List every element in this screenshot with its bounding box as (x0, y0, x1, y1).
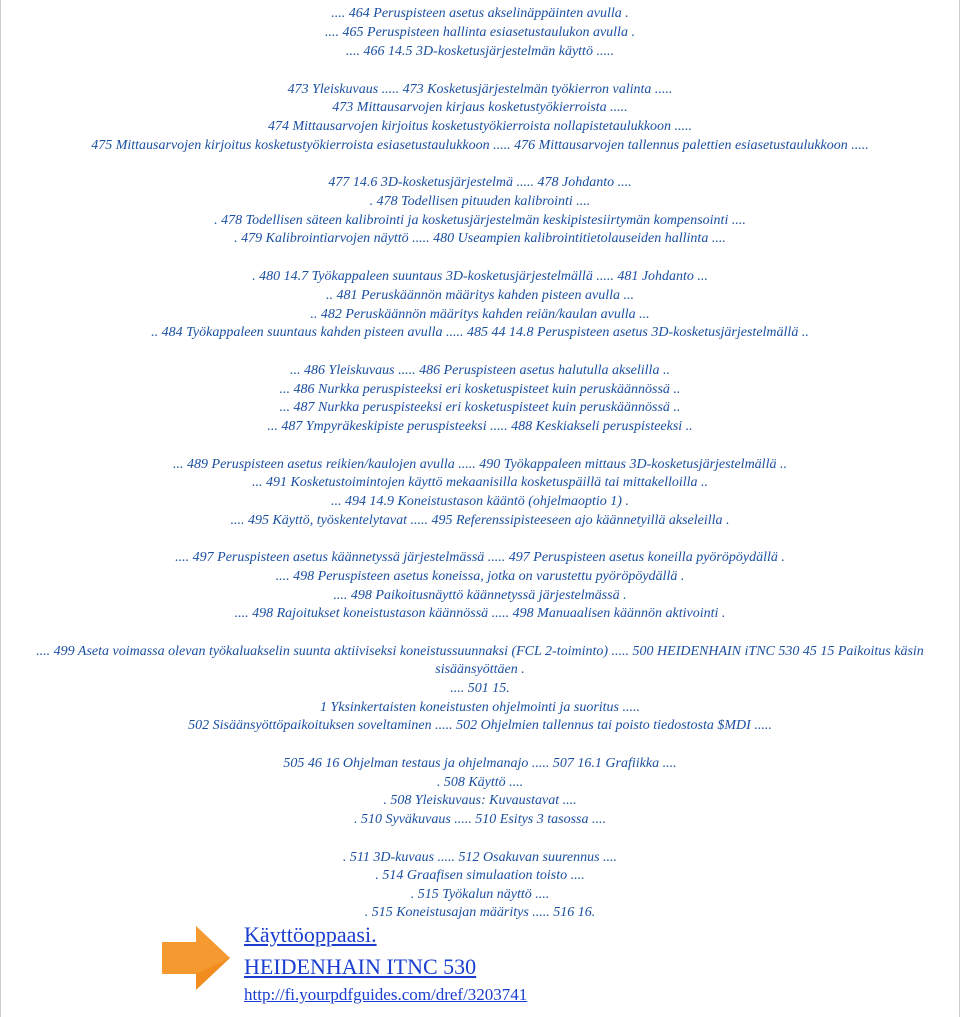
toc-line: ... 487 Ympyräkeskipiste peruspisteeksi ..... 488 Keskiakseli peruspisteeksi .. (267, 419, 693, 434)
toc-line: ... 487 Nurkka peruspisteeksi eri kosketuspisteet kuin peruskäännössä .. (279, 400, 681, 415)
toc-line: sisäänsyöttäen . (435, 662, 525, 677)
toc-line: 502 Sisäänsyöttöpaikoituksen soveltaminen ..... 502 Ohjelmien tallennus tai poisto tiedostosta $MDI ..... (188, 718, 772, 733)
toc-line: . 478 Todellisen säteen kalibrointi ja kosketusjärjestelmän keskipistesiirtymän kompensointi .... (214, 213, 746, 228)
toc-line: .... 498 Paikoitusnäyttö käännetyssä järjestelmässä . (333, 588, 627, 603)
toc-line: 473 Mittausarvojen kirjaus kosketustyökierroista ..... (332, 100, 628, 115)
toc-line: ... 486 Yleiskuvaus ..... 486 Peruspisteen asetus halutulla akselilla .. (290, 363, 670, 378)
toc-line: .... 499 Aseta voimassa olevan työkaluakselin suunta aktiiviseksi koneistussuunnaksi (FCL 2-toiminto) ..... 500 HEIDENHAIN iTNC 530 45 15 Paikoitus käsin (36, 644, 924, 659)
toc-line: .. 482 Peruskäännön määritys kahden reiän/kaulan avulla ... (310, 307, 650, 322)
toc-line: . 511 3D-kuvaus ..... 512 Osakuvan suurennus .... (342, 850, 618, 865)
toc-line: . 479 Kalibrointiarvojen näyttö ..... 480 Useampien kalibrointitietolauseiden hallinta .... (234, 231, 726, 246)
toc-line: 473 Yleiskuvaus ..... 473 Kosketusjärjestelmän työkierron valinta ..... (287, 82, 673, 97)
toc-line: 505 46 16 Ohjelman testaus ja ohjelmanajo ..... 507 16.1 Grafiikka .... (283, 756, 677, 771)
toc-line: . 515 Työkalun näyttö .... (410, 887, 550, 902)
product-link[interactable]: HEIDENHAIN ITNC 530 (244, 954, 477, 979)
toc-line: .... 497 Peruspisteen asetus käännetyssä järjestelmässä ..... 497 Peruspisteen asetus koneilla pyöröpöydällä . (175, 550, 785, 565)
toc-line: .... 495 Käyttö, työskentelytavat ..... 495 Referenssipisteeseen ajo käännetyillä akseleilla . (230, 513, 730, 528)
manual-link[interactable]: Käyttöoppaasi. (244, 922, 377, 947)
toc-line: ... 489 Peruspisteen asetus reikien/kaulojen avulla ..... 490 Työkappaleen mittaus 3D-kosketusjärjestelmällä .. (173, 457, 787, 472)
toc-line: .... 466 14.5 3D-kosketusjärjestelmän käyttö ..... (346, 44, 614, 59)
toc-line: .... 464 Peruspisteen asetus akselinäppäinten avulla . (331, 6, 629, 21)
toc-line: 1 Yksinkertaisten koneistusten ohjelmointi ja suoritus ..... (319, 700, 641, 715)
toc-line: . 515 Koneistusajan määritys ..... 516 16. (364, 905, 596, 920)
toc-line: .... 501 15. (450, 681, 510, 696)
url-link[interactable]: http://fi.yourpdfguides.com/dref/3203741 (244, 985, 528, 1004)
toc-line: 474 Mittausarvojen kirjoitus kosketustyökierroista nollapistetaulukkoon ..... (267, 119, 693, 134)
toc-line: .... 465 Peruspisteen hallinta esiasetustaulukon avulla . (325, 25, 635, 40)
toc-line: . 478 Todellisen pituuden kalibrointi .... (369, 194, 591, 209)
footer (158, 918, 858, 1017)
toc-line: .. 481 Peruskäännön määritys kahden pisteen avulla ... (326, 288, 634, 303)
toc-line: .. 484 Työkappaleen suuntaus kahden pisteen avulla ..... 485 44 14.8 Peruspisteen asetus 3D-kosketusjärjestelmällä .. (151, 325, 809, 340)
toc-line: .... 498 Peruspisteen asetus koneissa, jotka on varustettu pyöröpöydällä . (275, 569, 685, 584)
toc-line: 475 Mittausarvojen kirjoitus kosketustyökierroista esiasetustaulukkoon ..... 476 Mittausarvojen tallennus palettien esiasetustaulukkoon ..... (91, 138, 869, 153)
toc-line: .... 498 Rajoitukset koneistustason käännössä ..... 498 Manuaalisen käännön aktivointi . (234, 606, 726, 621)
toc-line: ... 486 Nurkka peruspisteeksi eri kosketuspisteet kuin peruskäännössä .. (279, 382, 681, 397)
toc-line: . 510 Syväkuvaus ..... 510 Esitys 3 tasossa .... (354, 812, 606, 827)
toc-line: . 514 Graafisen simulaation toisto .... (375, 868, 585, 883)
toc-line: 477 14.6 3D-kosketusjärjestelmä ..... 478 Johdanto .... (328, 175, 632, 190)
toc-line: . 508 Yleiskuvaus: Kuvaustavat .... (383, 793, 577, 808)
toc-line: . 508 Käyttö .... (436, 775, 524, 790)
toc-line: ... 494 14.9 Koneistustason kääntö (ohjelmaoptio 1) . (331, 494, 629, 509)
toc-line: ... 491 Kosketustoimintojen käyttö mekaanisilla kosketuspäillä tai mittakelloilla .. (251, 475, 709, 490)
toc-line: . 480 14.7 Työkappaleen suuntaus 3D-kosketusjärjestelmällä ..... 481 Johdanto ... (252, 269, 708, 284)
orange-arrow-icon (158, 918, 234, 994)
